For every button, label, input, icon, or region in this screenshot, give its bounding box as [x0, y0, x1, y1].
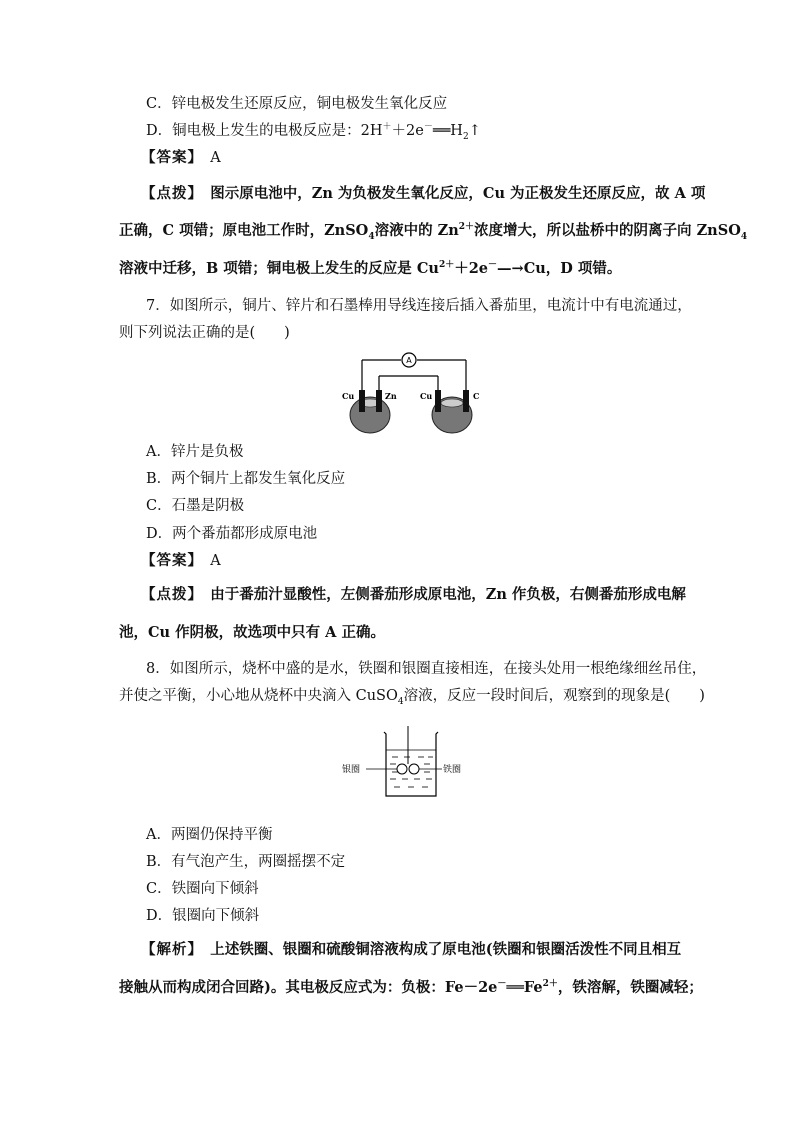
right-tomato-top: [441, 399, 463, 407]
carbon-electrode: [463, 390, 469, 412]
label-iron-ring: 铁圈: [443, 765, 462, 775]
zinc-electrode: [376, 390, 382, 412]
q8-stem-line-1: 8．如图所示，烧杯中盛的是水，铁圈和银圈直接相连，在接头处用一根绝缘细丝吊住，: [146, 661, 707, 677]
label-cu-left: Cu: [342, 391, 355, 401]
label-cu-right: Cu: [420, 391, 433, 401]
q6-hint-line-3: 溶液中迁移，B 项错；铜电极上发生的反应是 $Cu^{2+}+2e^-—\to Cu$，D 项错。: [119, 260, 622, 277]
label-c: C: [473, 391, 480, 401]
copper-electrode-right: [435, 390, 441, 412]
q7-hint-line-1: 【点拨】 由于番茄汁显酸性，左侧番茄形成原电池，Zn 作负极，右侧番茄形成电解: [141, 586, 686, 603]
q8-option-c: C．铁圈向下倾斜: [146, 881, 259, 897]
silver-ring: [397, 764, 407, 774]
q7-option-a: A．锌片是负极: [146, 444, 244, 460]
tomato-battery-figure: [338, 352, 488, 436]
q7-hint-line-2: 池，Cu 作阴极，故选项中只有 A 正确。: [119, 624, 385, 641]
q8-option-b: B．有气泡产生，两圈摇摆不定: [146, 854, 346, 870]
label-zn: Zn: [385, 391, 397, 401]
q6-answer: 【答案】 A: [141, 149, 221, 166]
ammeter-label: A: [406, 356, 412, 365]
iron-ring: [409, 764, 419, 774]
q7-stem-line-1: 7．如图所示，铜片、锌片和石墨棒用导线连接后插入番茄里，电流计中有电流通过，: [146, 298, 692, 314]
q7-stem-line-2: 则下列说法正确的是( ): [119, 325, 290, 341]
q7-option-d: D．两个番茄都形成原电池: [146, 526, 318, 542]
q7-option-c: C．石墨是阴极: [146, 498, 245, 514]
beaker-figure: [340, 720, 468, 820]
copper-electrode-left: [359, 390, 365, 412]
q8-option-d: D．银圈向下倾斜: [146, 908, 260, 924]
q6-hint-line-2: 正确，C 项错；原电池工作时，ZnSO$_4$溶液中的 $Zn^{2+}$浓度增大，所以盐桥中的阴离子向 ZnSO$_4$: [119, 222, 748, 242]
q7-option-b: B．两个铜片上都发生氧化反应: [146, 471, 346, 487]
q8-analysis-line-2: 接触从而构成闭合回路)。其电极反应式为：负极：$Fe-2e^-══Fe^{2+}$，铁溶解，铁圈减轻；: [119, 979, 703, 996]
q8-option-a: A．两圈仍保持平衡: [146, 827, 273, 843]
label-silver-ring: 银圈: [342, 765, 361, 775]
q6-hint-line-1: 【点拨】 图示原电池中，Zn 为负极发生氧化反应，Cu 为正极发生还原反应，故 A 项: [141, 185, 706, 202]
q6-option-c: C．锌电极发生还原反应，铜电极发生氧化反应: [146, 96, 448, 112]
q6-option-d: D．铜电极上发生的电极反应是：$2H^++2e^-══H_2↑$: [146, 122, 481, 142]
q8-analysis-line-1: 【解析】 上述铁圈、银圈和硫酸铜溶液构成了原电池(铁圈和银圈活泼性不同且相互: [141, 941, 682, 958]
q7-answer: 【答案】 A: [141, 552, 221, 569]
q8-stem-line-2: 并使之平衡，小心地从烧杯中央滴入 CuSO$_4$溶液，反应一段时间后，观察到的现象是( ): [119, 688, 705, 707]
